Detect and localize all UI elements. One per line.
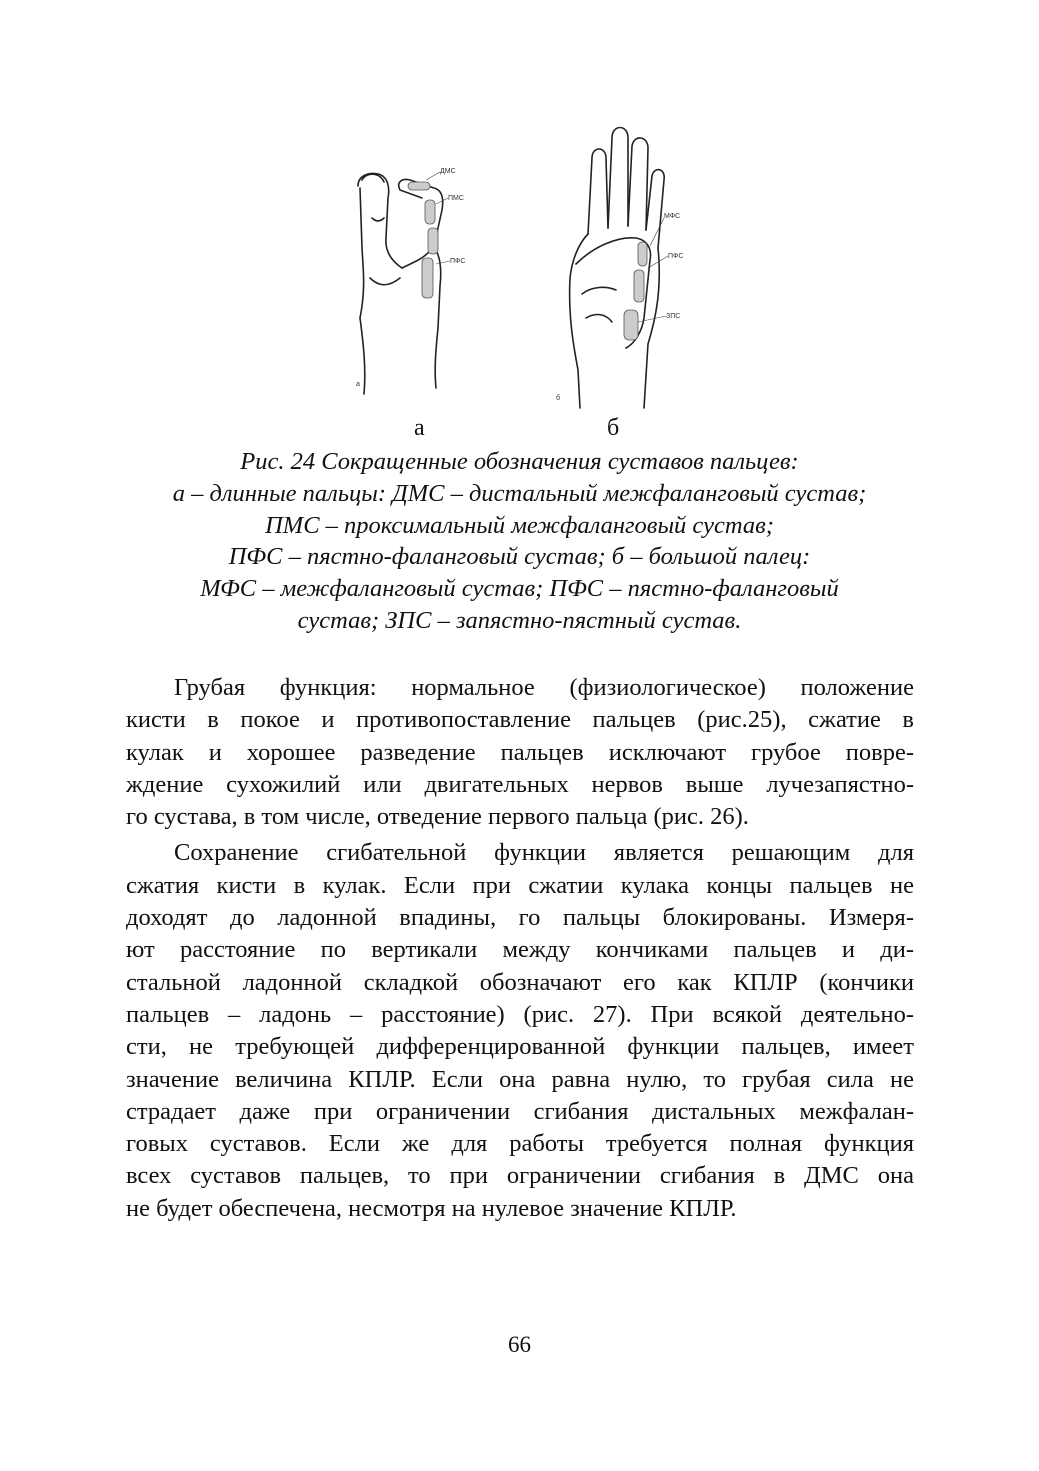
label-zps-b: ЗПС [666, 313, 681, 320]
page-number: 66 [508, 1332, 531, 1357]
text-line: Сохранение сгибательной функции является решающим для [174, 839, 914, 867]
body-text [126, 672, 914, 1229]
text-line: пальцев – ладонь – расстояние) (рис. 27). При всякой деятельно- [126, 1000, 914, 1028]
text-line: не будет обеспечена, несмотря на нулевое значение КПЛР. [126, 1194, 737, 1222]
text-line: сжатия кисти в кулак. Если при сжатии кулака концы пальцев не [126, 871, 914, 899]
label-mfs-b: МФС [664, 213, 681, 220]
subfigure-label-a: а [414, 415, 425, 441]
caption-line: ПФС – пястно-фаланговый сустав; б – большой палец: [228, 543, 811, 571]
corner-letter-b: б [556, 395, 561, 402]
text-line: доходят до ладонной впадины, го пальцы блокированы. Измеря- [126, 904, 914, 932]
text-line: ждение сухожилий или двигательных нервов выше лучезапястно- [126, 770, 914, 798]
subfigure-labels [0, 415, 1039, 445]
caption-line: сустав; ЗПС – запястно-пястный сустав. [297, 606, 742, 634]
text-line: кулак и хорошее разведение пальцев исключают грубое повре- [126, 738, 914, 766]
hand-joints-figure [330, 118, 710, 418]
caption-line: Рис. 24 Сокращенные обозначения суставов пальцев: [240, 448, 799, 475]
text-line: страдает даже при ограничении сгибания дистальных межфалан- [126, 1097, 914, 1125]
subfigure-label-b: б [607, 415, 620, 441]
caption-line: ПМС – проксимальный межфаланговый сустав; [265, 511, 774, 539]
text-line: всех суставов пальцев, то при ограничении сгибания в ДМС она [126, 1162, 914, 1190]
text-line: ют расстояние по вертикали между кончиками пальцев и ди- [126, 936, 914, 964]
paragraph-flexion-function [126, 837, 914, 1225]
text-line: Грубая функция: нормальное (физиологическое) положение [174, 674, 914, 701]
label-pms-a: ПМС [448, 195, 464, 202]
text-line: значение величина КПЛР. Если она равна нулю, то грубая сила не [126, 1065, 914, 1093]
text-line: го сустава, в том числе, отведение первого пальца (рис. 26). [126, 803, 749, 831]
text-line: кисти в покое и противопоставление пальцев (рис.25), сжатие в [126, 706, 914, 734]
label-dms-a: ДМС [440, 168, 456, 175]
text-line: сти, не требующей дифференцированной функции пальцев, имеет [126, 1033, 914, 1061]
figure-caption [120, 446, 919, 637]
corner-letter-a: а [356, 381, 360, 388]
label-pfs-b: ПФС [668, 253, 684, 260]
paragraph-gross-function [126, 672, 914, 833]
caption-line: МФС – межфаланговый сустав; ПФС – пястно-фаланговый [200, 575, 839, 603]
hand-illustrations [330, 118, 710, 418]
hand-b-drawing [570, 128, 665, 409]
caption-line: а – длинные пальцы: ДМС – дистальный межфаланговый сустав; [172, 479, 867, 507]
text-line: говых суставов. Если же для работы требуется полная функция [126, 1130, 914, 1158]
text-line: стальной ладонной складкой обозначают его как КПЛР (кончики [126, 968, 914, 996]
label-pfs-a: ПФС [450, 258, 466, 265]
